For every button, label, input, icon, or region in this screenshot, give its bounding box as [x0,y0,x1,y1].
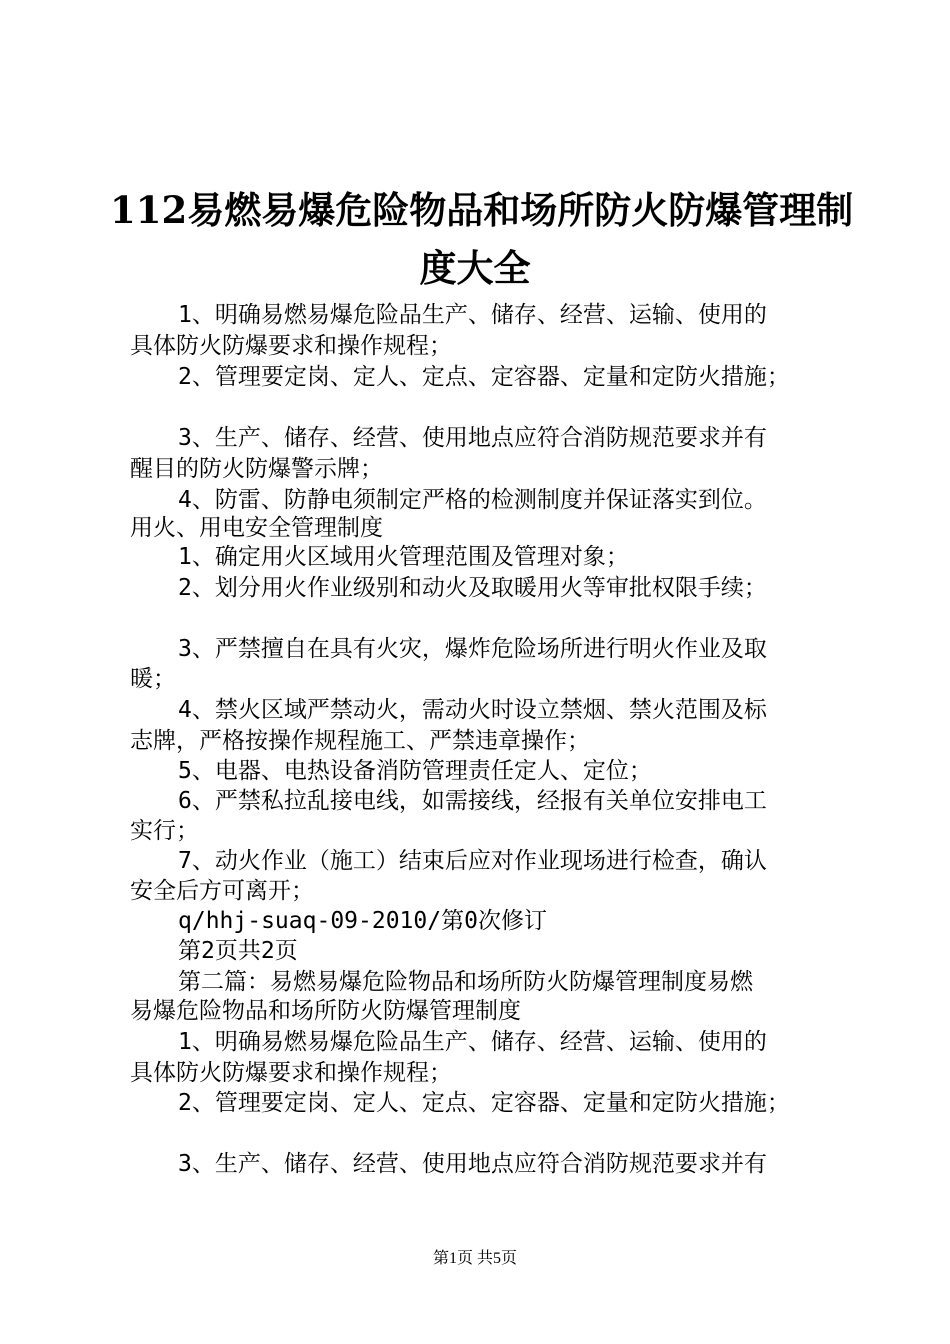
body-line: 7、动火作业（施工）结束后应对作业现场进行检查，确认 [178,848,767,874]
revision-code: q/hhj-suaq-09-2010/第0次修订 [178,908,547,934]
section-heading: 用火、用电安全管理制度 [130,515,383,541]
body-line: 具体防火防爆要求和操作规程； [130,1060,452,1086]
body-line: 1、明确易燃易爆危险品生产、储存、经营、运输、使用的 [178,1029,767,1055]
body-line: 实行； [130,818,199,844]
body-line: 2、管理要定岗、定人、定点、定容器、定量和定防火措施； [178,364,790,390]
body-line: 具体防火防爆要求和操作规程； [130,333,452,359]
chapter-heading-continued: 易爆危险物品和场所防火防爆管理制度 [130,998,521,1024]
body-line: 志牌，严格按操作规程施工、严禁违章操作； [130,728,590,754]
body-line: 1、明确易燃易爆危险品生产、储存、经营、运输、使用的 [178,302,767,328]
body-line: 安全后方可离开； [130,878,314,904]
body-line: 5、电器、电热设备消防管理责任定人、定位； [178,758,652,784]
body-line: 3、生产、储存、经营、使用地点应符合消防规范要求并有 [178,425,767,451]
body-line: 3、生产、储存、经营、使用地点应符合消防规范要求并有 [178,1151,767,1177]
document-title-line-1: 112易燃易爆危险物品和场所防火防爆管理制 [110,188,854,232]
chapter-heading: 第二篇：易燃易爆危险物品和场所防火防爆管理制度易燃 [178,969,753,995]
body-line: 3、严禁擅自在具有火灾，爆炸危险场所进行明火作业及取 [178,636,767,662]
page-footer: 第1页 共5页 [432,1250,517,1267]
body-line: 2、划分用火作业级别和动火及取暖用火等审批权限手续； [178,575,767,601]
page-count-text: 第2页共2页 [178,938,298,964]
document-title-line-2: 度大全 [419,246,531,290]
body-line: 暖； [130,666,176,692]
body-line: 6、严禁私拉乱接电线，如需接线，经报有关单位安排电工 [178,788,767,814]
body-line: 醒目的防火防爆警示牌； [130,456,383,482]
body-line: 2、管理要定岗、定人、定点、定容器、定量和定防火措施； [178,1090,790,1116]
body-line: 4、防雷、防静电须制定严格的检测制度并保证落实到位。 [178,487,767,513]
body-line: 4、禁火区域严禁动火，需动火时设立禁烟、禁火范围及标 [178,697,767,723]
body-line: 1、确定用火区域用火管理范围及管理对象； [178,544,629,570]
